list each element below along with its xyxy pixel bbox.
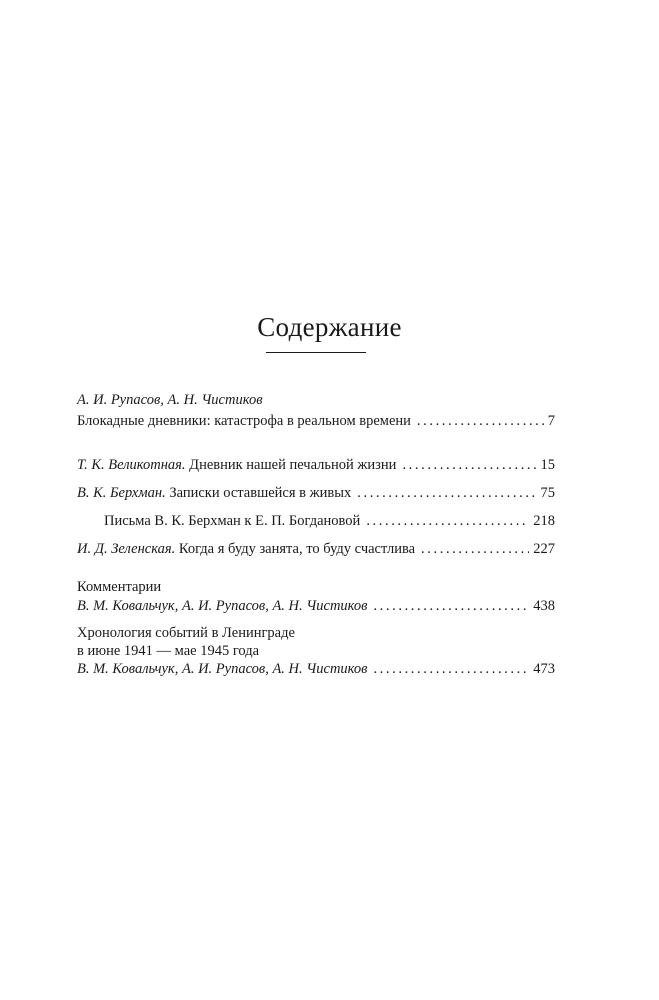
- toc-title: Дневник нашей печальной жизни: [189, 457, 397, 473]
- leader-dots: [357, 484, 536, 502]
- toc-page-number: 15: [540, 457, 555, 473]
- toc-page-number: 75: [540, 485, 555, 501]
- toc-entry-4[interactable]: [104, 512, 555, 530]
- toc-author: И. Д. Зеленская.: [77, 541, 176, 557]
- toc-page-number: 438: [533, 598, 555, 614]
- toc-page-number: 218: [533, 513, 555, 529]
- leader-dots: [366, 512, 529, 530]
- toc-page-number: 473: [533, 661, 555, 677]
- toc-page-number: 7: [547, 413, 555, 429]
- toc-entry-7[interactable]: [77, 660, 555, 678]
- toc-entry-7-title-2: [77, 642, 555, 660]
- toc-entry-6[interactable]: [77, 597, 555, 615]
- toc-author: В. М. Ковальчук, А. И. Рупасов, А. Н. Чистиков: [77, 661, 368, 677]
- leader-dots: [417, 412, 544, 430]
- toc-title: Письма В. К. Берхман к Е. П. Богдановой: [104, 513, 361, 529]
- toc-entry-1-authors: [77, 391, 555, 409]
- toc-title: Хронология событий в Ленинграде: [77, 625, 295, 641]
- toc-author: В. М. Ковальчук, А. И. Рупасов, А. Н. Чистиков: [77, 598, 368, 614]
- toc-entry-3[interactable]: [77, 484, 555, 502]
- toc-author: В. К. Берхман.: [77, 485, 166, 501]
- toc-author: Т. К. Великотная.: [77, 457, 186, 473]
- toc-title: Когда я буду занята, то буду счастлива: [178, 541, 416, 557]
- toc-title: Комментарии: [77, 579, 162, 595]
- toc-page-number: 227: [533, 541, 555, 557]
- toc-author: А. И. Рупасов, А. Н. Чистиков: [77, 392, 263, 408]
- toc-title: в июне 1941 — мае 1945 года: [77, 643, 260, 659]
- toc-entry-6-title: [77, 578, 555, 596]
- toc-entry-2[interactable]: [77, 456, 555, 474]
- leader-dots: [402, 456, 536, 474]
- page-title: Содержание: [257, 312, 402, 342]
- leader-dots: [373, 597, 529, 615]
- toc-entry-1[interactable]: [77, 412, 555, 430]
- toc-entry-5[interactable]: [77, 540, 555, 558]
- toc-title: Записки оставшейся в живых: [169, 485, 352, 501]
- toc-title: Блокадные дневники: катастрофа в реальном времени: [77, 413, 411, 429]
- title-underline: [266, 352, 366, 353]
- leader-dots: [373, 660, 529, 678]
- leader-dots: [421, 540, 529, 558]
- toc-entry-7-title-1: [77, 624, 555, 642]
